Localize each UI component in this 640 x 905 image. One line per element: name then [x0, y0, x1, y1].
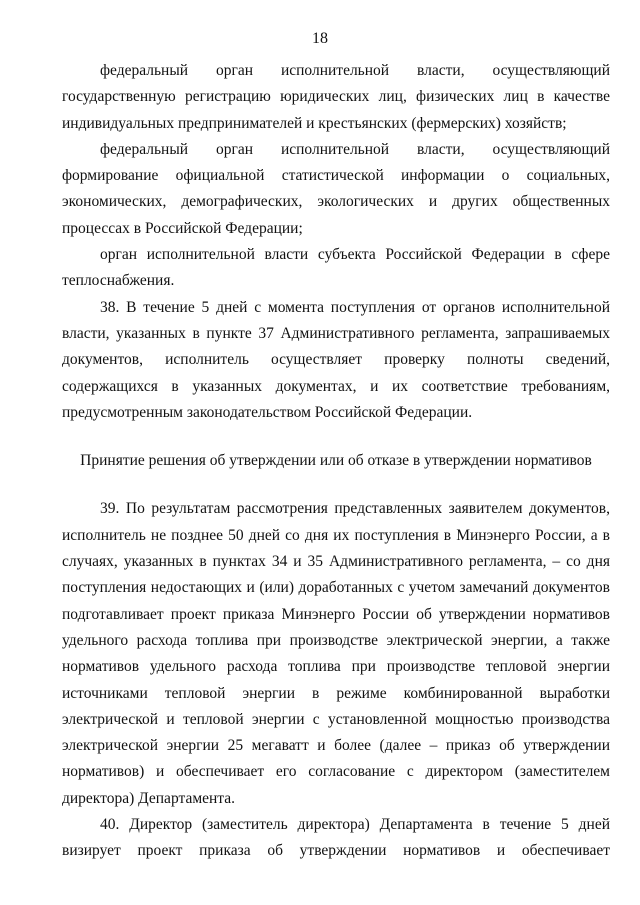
paragraph-statistics-authority: федеральный орган исполнительной власти, осуществляющий формирование официальной статистической информации о социальных, экономических, демографических, экологических и других общественных процессах в Российской Федерации; — [62, 140, 610, 237]
paragraph-item-39: 39. По результатам рассмотрения представленных заявителем документов, исполнитель не позднее 50 дней со дня их поступления в Минэнерго России, а в случаях, указанных в пунктах 34 и 35 Административного регламента, – со дня поступления недостающих и (или) доработанных с учетом замечаний документов подготавливает проект приказа Минэнерго России об утверждении нормативов удельного расхода топлива при производстве электрической энергии, а также нормативов удельного расхода топлива при производстве тепловой энергии источниками тепловой энергии в режиме комбинированной выработки электрической и тепловой энергии с установленной мощностью производства электрической энергии 25 мегаватт и более (далее – приказ об утверждении нормативов) и обеспечивает его согласование с директором (заместителем директора) Департамента. — [62, 500, 610, 807]
document-body — [62, 58, 610, 865]
section-heading: Принятие решения об утверждении или об отказе в утверждении нормативов — [80, 452, 592, 470]
paragraph-item-38: 38. В течение 5 дней с момента поступления от органов исполнительной власти, указанных в пункте 37 Административного регламента, запрашиваемых документов, исполнитель осуществляет проверку полноты сведений, содержащихся в указанных документах, и их соответствие требованиям, предусмотренным законодательством Российской Федерации. — [62, 298, 610, 421]
page-number: 18 — [312, 30, 328, 47]
paragraph-item-40: 40. Директор (заместитель директора) Департамента в течение 5 дней визирует проект приказа об утверждении нормативов и обеспечивает — [62, 816, 610, 860]
paragraph-registration-authority: федеральный орган исполнительной власти, осуществляющий государственную регистрацию юридических лиц, физических лиц в качестве индивидуальных предпринимателей и крестьянских (фермерских) хозяйств; — [62, 62, 610, 132]
paragraph-regional-authority: орган исполнительной власти субъекта Российской Федерации в сфере теплоснабжения. — [62, 246, 610, 290]
